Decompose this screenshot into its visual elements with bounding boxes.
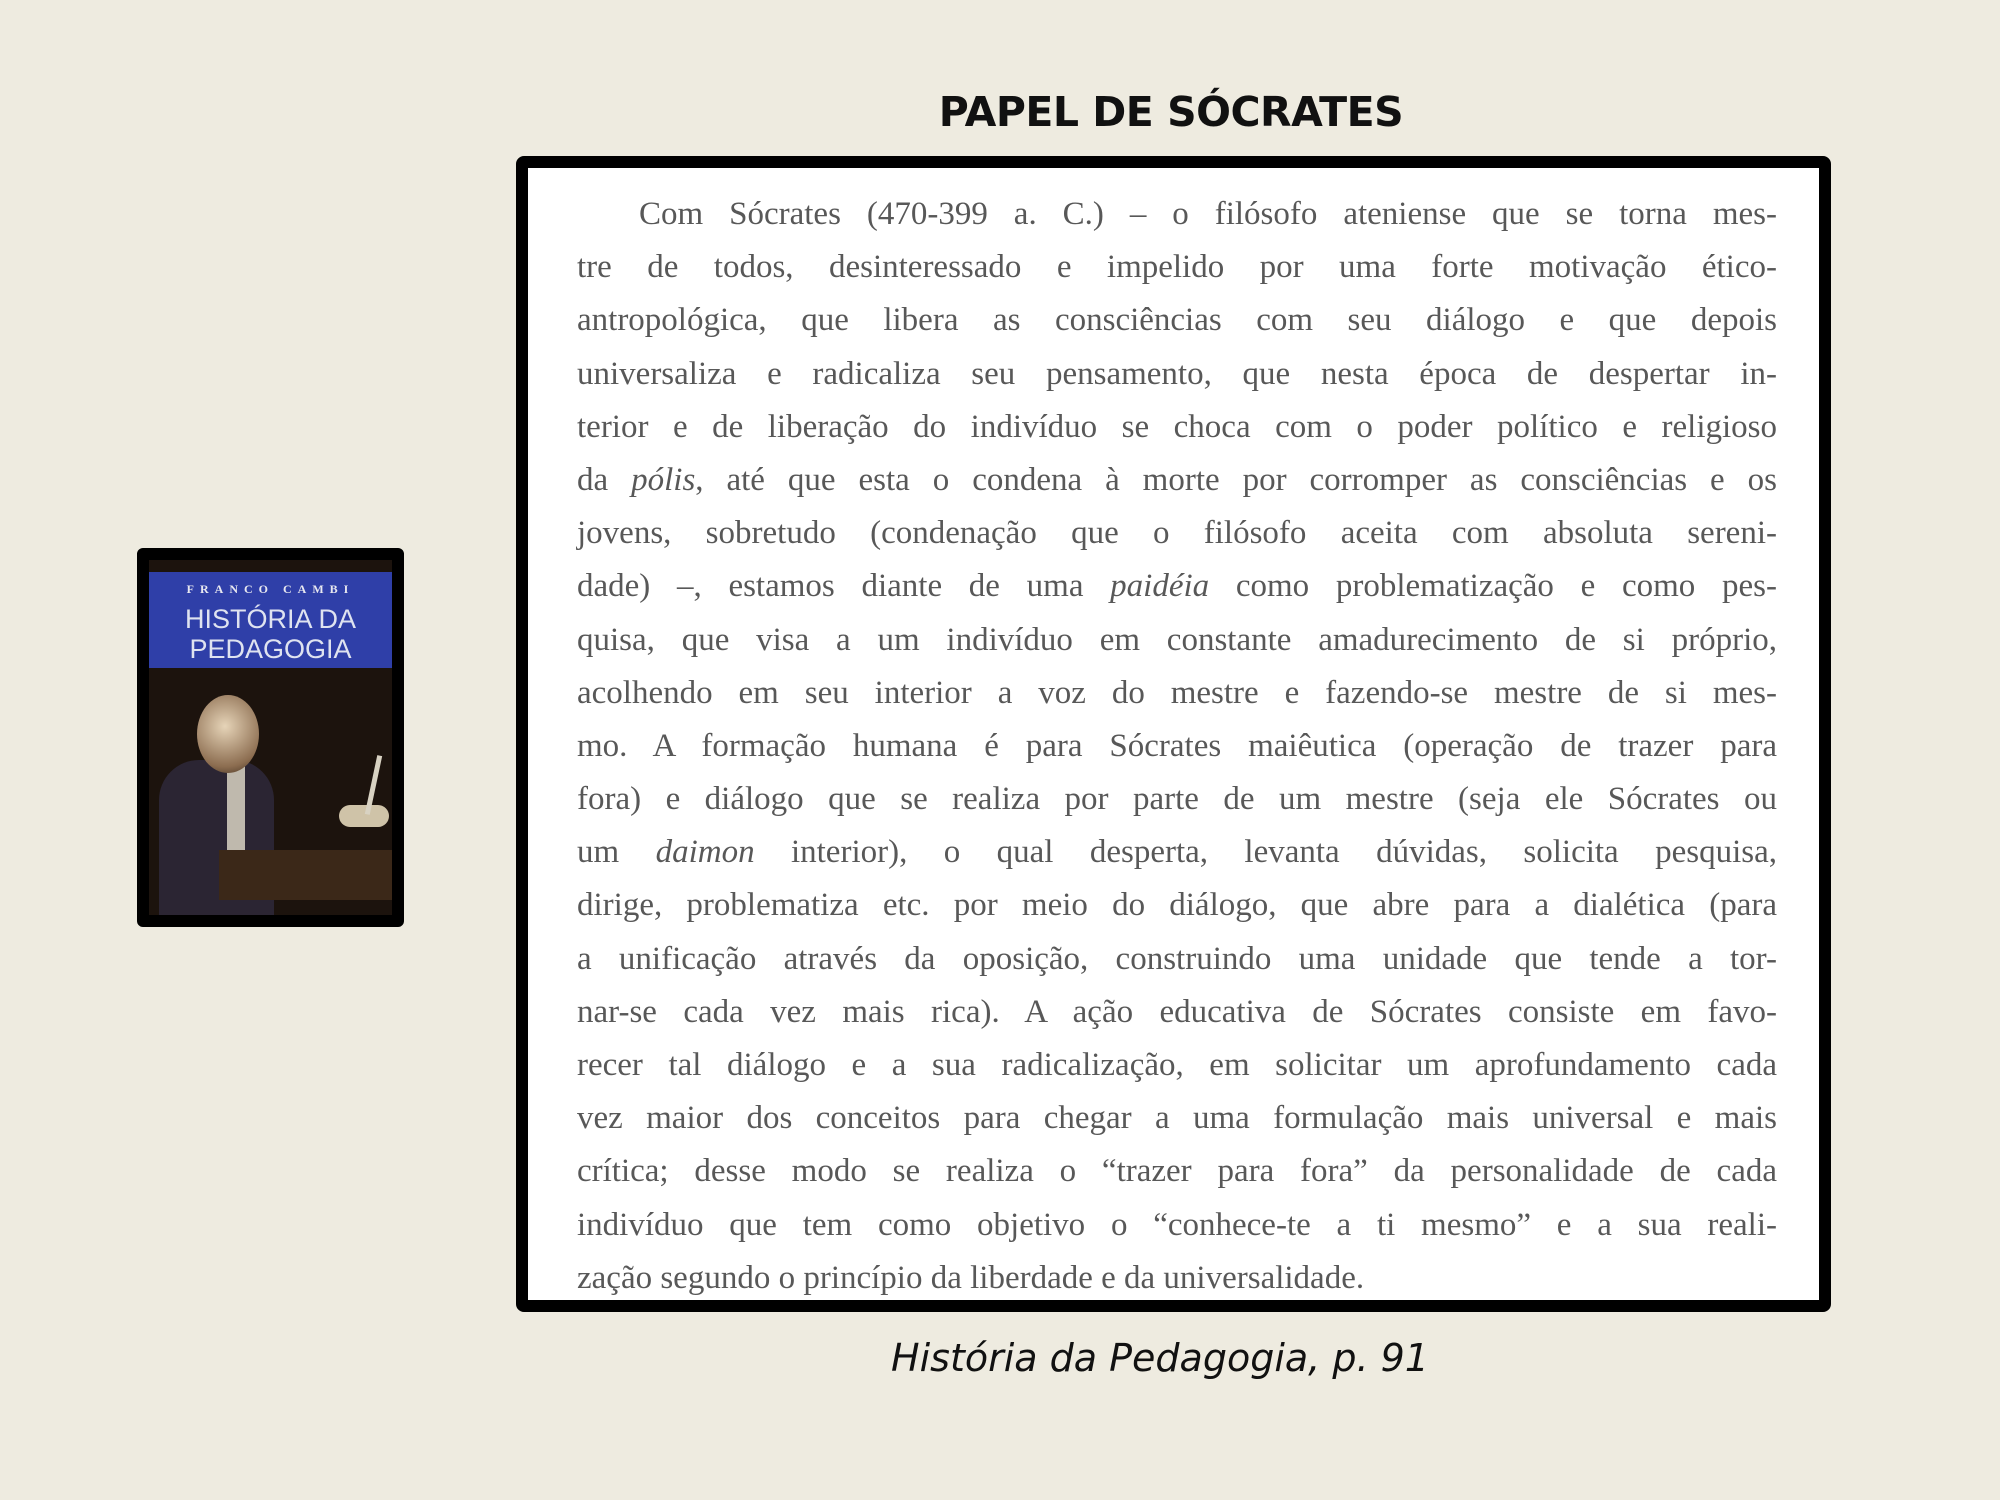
- excerpt-line: [577, 507, 1777, 560]
- text-segment: fora) e diálogo que se realiza por parte de um mestre (seja ele Sócrates ou: [577, 781, 1777, 818]
- text-segment: como problematização e como pes-: [1209, 568, 1777, 605]
- excerpt-line: [577, 454, 1777, 507]
- excerpt-line: [577, 826, 1777, 879]
- italic-term: paidéia: [1110, 568, 1210, 605]
- book-cover-image: [137, 548, 404, 927]
- text-segment: interior), o qual desperta, levanta dúvidas, solicita pesquisa,: [754, 834, 1777, 871]
- text-segment: um: [577, 834, 656, 871]
- excerpt-line: [577, 720, 1777, 773]
- cover-title-line: HISTÓRIA DA: [184, 604, 357, 634]
- text-segment: recer tal diálogo e a sua radicalização, em solicitar um aprofundamento cada: [577, 1047, 1777, 1083]
- text-segment: crítica; desse modo se realiza o “trazer para fora” da personalidade de cada: [577, 1153, 1777, 1190]
- text-segment: terior e de liberação do indivíduo se choca com o poder político e religioso: [577, 408, 1777, 445]
- excerpt-line: [577, 348, 1777, 401]
- text-segment: acolhendo em seu interior a voz do mestre e fazendo-se mestre de si mes-: [577, 674, 1777, 711]
- excerpt-line: [577, 560, 1777, 613]
- excerpt-frame: [516, 156, 1831, 1312]
- cover-title-line: PEDAGOGIA: [189, 634, 352, 664]
- text-segment: zação segundo o princípio da liberdade e da universalidade.: [577, 1259, 1365, 1296]
- excerpt-line: [577, 1092, 1777, 1145]
- italic-term: pólis: [631, 461, 696, 498]
- excerpt-line: [577, 933, 1777, 986]
- text-segment: universaliza e radicaliza seu pensamento, que nesta época de despertar in-: [577, 355, 1777, 392]
- cover-table: [219, 850, 399, 900]
- source-caption: História da Pedagogia, p. 91: [891, 1336, 1429, 1380]
- text-segment: , até que esta o condena à morte por corromper as consciências e os: [695, 461, 1777, 498]
- text-segment: quisa, que visa a um indivíduo em constante amadurecimento de si próprio,: [577, 621, 1777, 658]
- cropped-next-line: [577, 1305, 1777, 1312]
- excerpt-line: [577, 614, 1777, 667]
- text-segment: Com Sócrates (470-399 a. C.) – o filósofo ateniense que se torna mes-: [639, 196, 1777, 232]
- excerpt-line: [577, 773, 1777, 826]
- text-segment: da: [577, 461, 632, 498]
- text-segment: tre de todos, desinteressado e impelido por uma forte motivação ético-: [577, 249, 1777, 286]
- text-segment: a unificação através da oposição, construindo uma unidade que tende a tor-: [577, 940, 1777, 977]
- text-segment: dade) –, estamos diante de uma: [577, 568, 1111, 605]
- excerpt-line: [577, 879, 1777, 932]
- excerpt-line: [577, 294, 1777, 347]
- excerpt-text: [577, 188, 1777, 1312]
- excerpt-line: [577, 241, 1777, 294]
- excerpt-line: [577, 188, 1777, 241]
- text-segment: jovens, sobretudo (condenação que o filósofo aceita com absoluta sereni-: [577, 515, 1777, 552]
- slide-title: PAPEL DE SÓCRATES: [938, 88, 1404, 136]
- excerpt-line: [577, 986, 1777, 1039]
- cover-scroll: [339, 805, 389, 827]
- cover-title: [149, 604, 392, 664]
- text-segment: vez maior dos conceitos para chegar a uma formulação mais universal e mais: [577, 1100, 1777, 1137]
- text-segment: dirige, problematiza etc. por meio do diálogo, que abre para a dialética (para: [577, 887, 1777, 924]
- excerpt-line: [577, 1145, 1777, 1198]
- text-segment: mo. A formação humana é para Sócrates maiêutica (operação de trazer para: [577, 727, 1777, 764]
- excerpt-line: [577, 401, 1777, 454]
- italic-term: daimon: [655, 834, 755, 871]
- text-segment: indivíduo que tem como objetivo o “conhece-te a ti mesmo” e a sua reali-: [577, 1206, 1777, 1243]
- cover-author: FRANCO CAMBI: [186, 582, 355, 596]
- cover-figure-head: [197, 695, 259, 773]
- excerpt-line: [577, 1252, 1777, 1305]
- text-segment: antropológica, que libera as consciências com seu diálogo e que depois: [577, 302, 1777, 339]
- text-segment: nar-se cada vez mais rica). A ação educativa de Sócrates consiste em favo-: [577, 993, 1777, 1030]
- excerpt-line: [577, 667, 1777, 720]
- excerpt-line: [577, 1199, 1777, 1252]
- excerpt-line: [577, 1039, 1777, 1092]
